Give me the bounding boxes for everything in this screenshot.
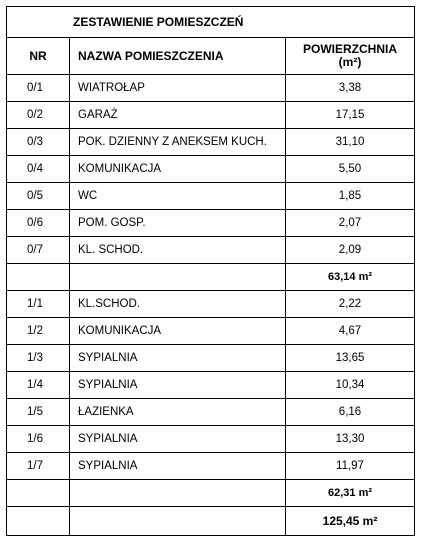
grand-total-nr-cell xyxy=(7,507,70,536)
table-row xyxy=(7,129,415,156)
grand-total-row xyxy=(7,507,415,536)
header-nr: NR xyxy=(7,38,70,75)
room-number: 0/2 xyxy=(7,102,70,129)
room-number: 0/7 xyxy=(7,237,70,264)
room-name: SYPIALNIA xyxy=(70,345,286,372)
header-row xyxy=(7,38,415,75)
room-name: KL. SCHOD. xyxy=(70,237,286,264)
first-floor-subtotal-row xyxy=(7,480,415,507)
room-number: 0/4 xyxy=(7,156,70,183)
table-row xyxy=(7,372,415,399)
room-area: 2,09 xyxy=(286,237,415,264)
room-number: 1/1 xyxy=(7,291,70,318)
room-area: 4,67 xyxy=(286,318,415,345)
ground-floor-subtotal-row xyxy=(7,264,415,291)
room-area: 31,10 xyxy=(286,129,415,156)
room-number: 1/4 xyxy=(7,372,70,399)
room-area: 10,34 xyxy=(286,372,415,399)
subtotal-name-cell xyxy=(70,264,286,291)
room-name: SYPIALNIA xyxy=(70,426,286,453)
room-number: 0/3 xyxy=(7,129,70,156)
table-row xyxy=(7,453,415,480)
room-name: SYPIALNIA xyxy=(70,453,286,480)
room-name: KOMUNIKACJA xyxy=(70,156,286,183)
table-row xyxy=(7,183,415,210)
room-name: KL.SCHOD. xyxy=(70,291,286,318)
grand-total-name-cell xyxy=(70,507,286,536)
room-area: 13,65 xyxy=(286,345,415,372)
room-number: 1/3 xyxy=(7,345,70,372)
header-area-unit: (m²) xyxy=(338,55,362,69)
room-area: 2,22 xyxy=(286,291,415,318)
room-area: 1,85 xyxy=(286,183,415,210)
room-number: 0/5 xyxy=(7,183,70,210)
room-number: 1/5 xyxy=(7,399,70,426)
room-name: WC xyxy=(70,183,286,210)
room-area: 5,50 xyxy=(286,156,415,183)
room-area: 11,97 xyxy=(286,453,415,480)
header-room-name: NAZWA POMIESZCZENIA xyxy=(70,38,286,75)
room-schedule-table xyxy=(6,6,415,536)
ground-floor-total: 63,14 m² xyxy=(286,264,415,291)
room-name: WIATROŁAP xyxy=(70,75,286,102)
subtotal-nr-cell xyxy=(7,264,70,291)
table-title: ZESTAWIENIE POMIESZCZEŃ xyxy=(7,7,415,38)
room-area: 13,30 xyxy=(286,426,415,453)
room-area: 6,16 xyxy=(286,399,415,426)
room-number: 0/6 xyxy=(7,210,70,237)
room-area: 2,07 xyxy=(286,210,415,237)
table-row xyxy=(7,102,415,129)
room-name: POM. GOSP. xyxy=(70,210,286,237)
room-name: SYPIALNIA xyxy=(70,372,286,399)
table-title-row xyxy=(7,7,415,38)
table-row xyxy=(7,156,415,183)
table-row xyxy=(7,210,415,237)
room-number: 0/1 xyxy=(7,75,70,102)
grand-total: 125,45 m² xyxy=(286,507,415,536)
header-area-label: POWIERZCHNIA xyxy=(303,42,397,56)
table-row xyxy=(7,399,415,426)
room-name: POK. DZIENNY Z ANEKSEM KUCH. xyxy=(70,129,286,156)
room-schedule xyxy=(6,6,414,540)
table-row xyxy=(7,75,415,102)
room-area: 3,38 xyxy=(286,75,415,102)
room-number: 1/6 xyxy=(7,426,70,453)
first-floor-total: 62,31 m² xyxy=(286,480,415,507)
room-name: GARAŻ xyxy=(70,102,286,129)
room-area: 17,15 xyxy=(286,102,415,129)
header-area xyxy=(286,38,415,75)
room-name: ŁAZIENKA xyxy=(70,399,286,426)
table-row xyxy=(7,291,415,318)
table-row xyxy=(7,345,415,372)
table-row xyxy=(7,237,415,264)
subtotal-name-cell xyxy=(70,480,286,507)
room-number: 1/2 xyxy=(7,318,70,345)
table-row xyxy=(7,426,415,453)
room-name: KOMUNIKACJA xyxy=(70,318,286,345)
room-number: 1/7 xyxy=(7,453,70,480)
subtotal-nr-cell xyxy=(7,480,70,507)
table-row xyxy=(7,318,415,345)
